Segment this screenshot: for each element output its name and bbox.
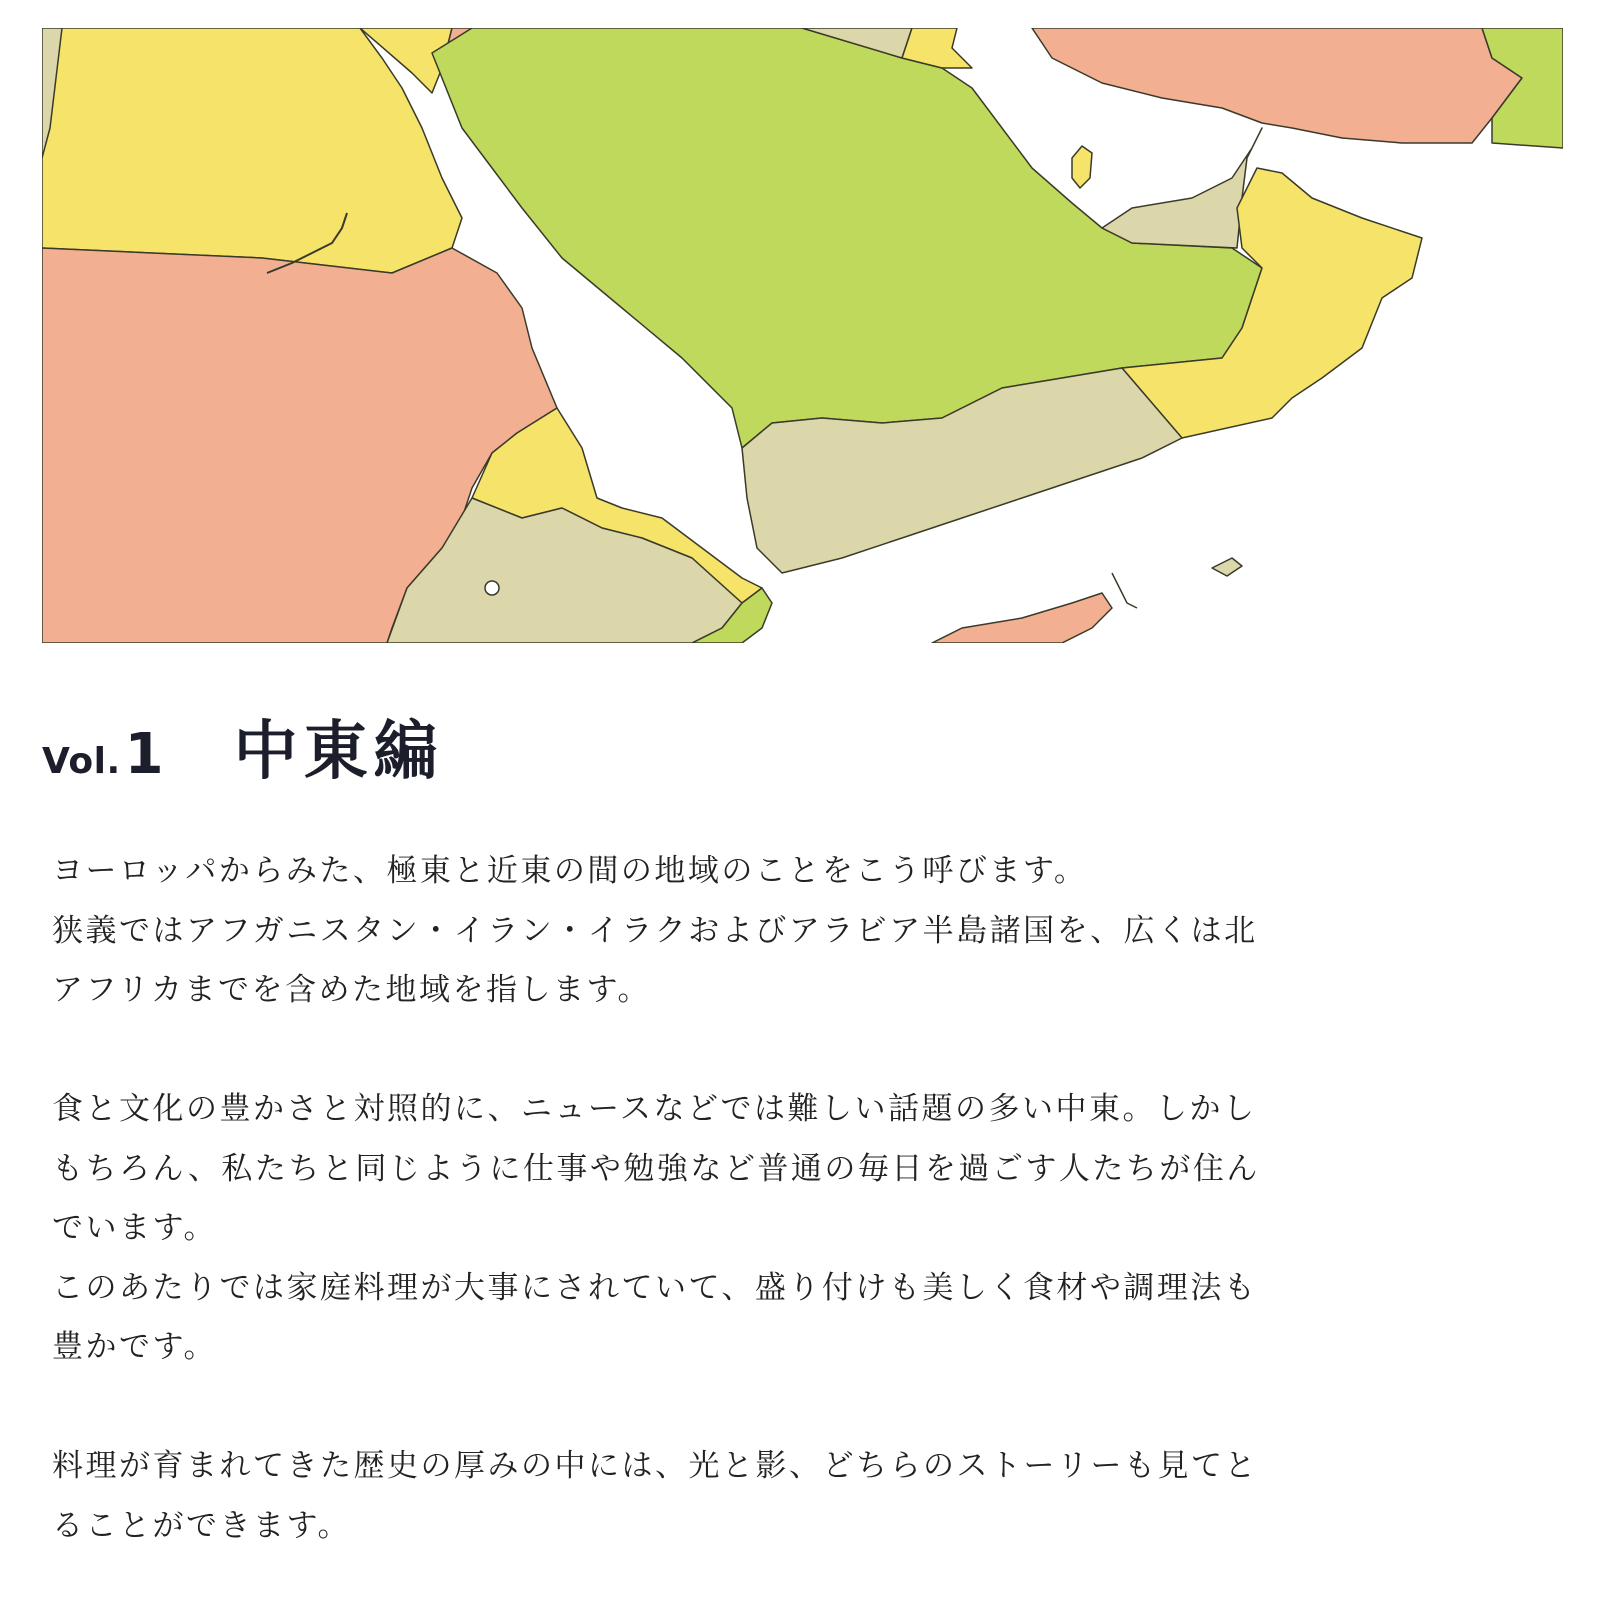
- paragraph-history: 料理が育まれてきた歴史の厚みの中には、光と影、どちらのストーリーも見てと ることができます。: [52, 1448, 1258, 1544]
- island: [1112, 573, 1137, 608]
- region-egypt: [42, 28, 462, 273]
- paragraph-gap: [52, 1378, 1552, 1438]
- page-title: [42, 700, 444, 792]
- region-socotra: [1212, 558, 1242, 576]
- volume-title: 中東編: [233, 715, 444, 789]
- region-uae: [1102, 128, 1262, 248]
- volume-prefix: Vol.: [42, 741, 121, 782]
- paragraph-gap: [52, 1021, 1552, 1081]
- region-qatar: [1072, 146, 1092, 188]
- paragraph-intro: ヨーロッパからみた、極東と近東の間の地域のことをこう呼びます。 狭義ではアフガニスタン・イラン・イラクおよびアラビア半島諸国を、広くは北 アフリカまでを含めた地域を指します。: [52, 853, 1258, 1008]
- region-somalia: [932, 593, 1112, 643]
- article-body: [52, 842, 1552, 1556]
- island: [485, 581, 499, 595]
- middle-east-map: [42, 28, 1563, 643]
- paragraph-culture: 食と文化の豊かさと対照的に、ニュースなどでは難しい話題の多い中東。しかし もちろん、私たちと同じように仕事や勉強など普通の毎日を過ごす人たちが住ん でいます。 このあたりでは家庭料理が大事にされていて、盛り付けも美しく食材や調理法も 豊かです。: [52, 1091, 1260, 1365]
- volume-number: 1: [124, 722, 164, 787]
- region-iran: [1032, 28, 1522, 143]
- map-svg: [42, 28, 1563, 643]
